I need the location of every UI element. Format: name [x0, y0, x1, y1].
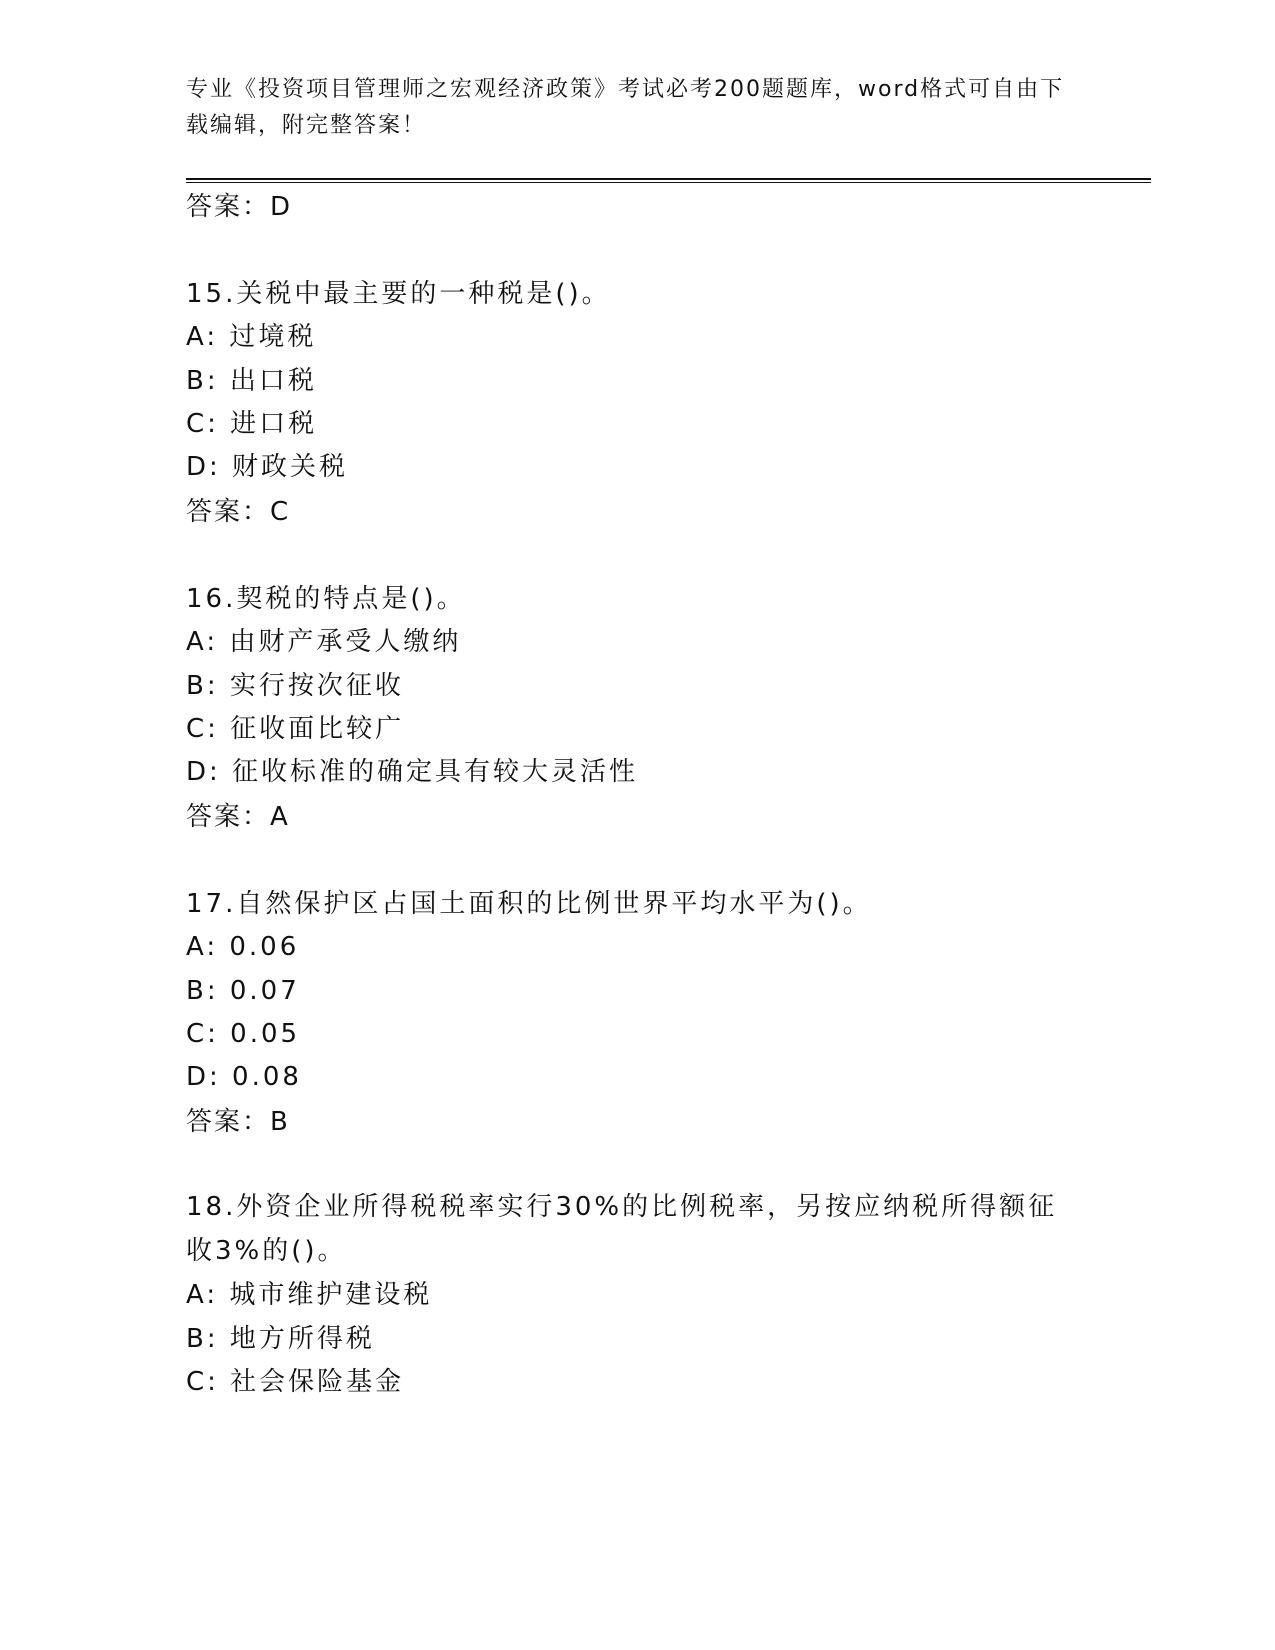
- question-15-option-d: D: 财政关税: [186, 452, 349, 482]
- question-16-option-b: B: 实行按次征收: [186, 671, 404, 701]
- question-15-option-c: C: 进口税: [186, 409, 318, 439]
- answer-14: 答案：D: [186, 192, 293, 222]
- question-18-stem: 18.外资企业所得税税率实行30%的比例税率，另按应纳税所得额征收3%的()。: [186, 1192, 1058, 1266]
- question-16-option-a: A: 由财产承受人缴纳: [186, 627, 462, 657]
- question-15-option-b: B: 出口税: [186, 366, 317, 396]
- question-17-option-d: D: 0.08: [186, 1062, 302, 1092]
- question-15-stem: 15.关税中最主要的一种税是()。: [186, 279, 611, 309]
- header-divider-thick: [186, 178, 1151, 180]
- question-18-option-b: B: 地方所得税: [186, 1324, 375, 1354]
- question-17-option-b: B: 0.07: [186, 976, 300, 1006]
- answer-17: 答案：B: [186, 1107, 290, 1137]
- answer-15: 答案：C: [186, 497, 291, 527]
- question-16-option-c: C: 征收面比较广: [186, 714, 405, 744]
- answer-16: 答案：A: [186, 802, 290, 832]
- question-17-option-c: C: 0.05: [186, 1019, 301, 1049]
- header-divider-thin: [186, 182, 1151, 183]
- question-17-option-a: A: 0.06: [186, 932, 300, 962]
- question-16-option-d: D: 征收标准的确定具有较大灵活性: [186, 757, 639, 787]
- question-15-option-a: A: 过境税: [186, 322, 317, 352]
- question-18-option-c: C: 社会保险基金: [186, 1367, 405, 1397]
- question-18-option-a: A: 城市维护建设税: [186, 1280, 433, 1310]
- question-16-stem: 16.契税的特点是()。: [186, 584, 466, 614]
- question-17-stem: 17.自然保护区占国土面积的比例世界平均水平为()。: [186, 889, 872, 919]
- document-header: 专业《投资项目管理师之宏观经济政策》考试必考200题题库，word格式可自由下载编辑，附完整答案！: [186, 77, 1065, 138]
